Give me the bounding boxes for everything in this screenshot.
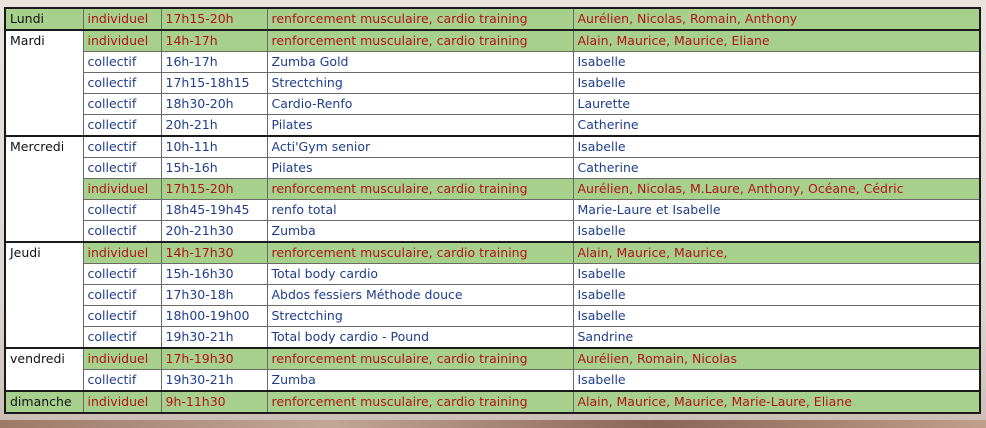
day-cell: vendredi — [5, 348, 83, 391]
type-cell: collectif — [83, 306, 161, 327]
schedule-row — [5, 52, 980, 73]
type-cell: collectif — [83, 327, 161, 349]
schedule-row — [5, 94, 980, 115]
time-cell: 18h00-19h00 — [161, 306, 267, 327]
time-cell: 14h-17h — [161, 30, 267, 52]
type-cell: individuel — [83, 242, 161, 264]
coach-cell: Laurette — [573, 94, 980, 115]
activity-cell: Total body cardio — [267, 264, 573, 285]
activity-cell: renforcement musculaire, cardio training — [267, 30, 573, 52]
time-cell: 20h-21h30 — [161, 221, 267, 243]
time-cell: 18h45-19h45 — [161, 200, 267, 221]
time-cell: 9h-11h30 — [161, 391, 267, 413]
type-cell: collectif — [83, 136, 161, 158]
type-cell: collectif — [83, 73, 161, 94]
activity-cell: renforcement musculaire, cardio training — [267, 391, 573, 413]
activity-cell: Zumba — [267, 370, 573, 392]
schedule-body — [5, 8, 980, 413]
activity-cell: renforcement musculaire, cardio training — [267, 179, 573, 200]
type-cell: collectif — [83, 221, 161, 243]
coach-cell: Isabelle — [573, 73, 980, 94]
activity-cell: Cardio-Renfo — [267, 94, 573, 115]
schedule-row — [5, 348, 980, 370]
type-cell: individuel — [83, 391, 161, 413]
type-cell: individuel — [83, 30, 161, 52]
schedule-row — [5, 136, 980, 158]
type-cell: individuel — [83, 348, 161, 370]
coach-cell: Isabelle — [573, 285, 980, 306]
schedule-row — [5, 306, 980, 327]
time-cell: 15h-16h — [161, 158, 267, 179]
day-cell: Mercredi — [5, 136, 83, 242]
schedule-row — [5, 285, 980, 306]
schedule-wrapper — [4, 7, 979, 414]
schedule-table — [4, 7, 981, 414]
day-cell: Lundi — [5, 8, 83, 30]
activity-cell: renforcement musculaire, cardio training — [267, 242, 573, 264]
activity-cell: Strectching — [267, 73, 573, 94]
activity-cell: Abdos fessiers Méthode douce — [267, 285, 573, 306]
activity-cell: Zumba Gold — [267, 52, 573, 73]
schedule-row — [5, 370, 980, 392]
activity-cell: Acti'Gym senior — [267, 136, 573, 158]
schedule-row — [5, 327, 980, 349]
type-cell: collectif — [83, 158, 161, 179]
coach-cell: Isabelle — [573, 264, 980, 285]
type-cell: collectif — [83, 264, 161, 285]
schedule-row — [5, 179, 980, 200]
schedule-row — [5, 221, 980, 243]
coach-cell: Isabelle — [573, 52, 980, 73]
background-strip — [0, 420, 986, 428]
schedule-row — [5, 8, 980, 30]
coach-cell: Sandrine — [573, 327, 980, 349]
coach-cell: Isabelle — [573, 136, 980, 158]
time-cell: 17h15-20h — [161, 8, 267, 30]
coach-cell: Alain, Maurice, Maurice, Marie-Laure, Eliane — [573, 391, 980, 413]
activity-cell: Strectching — [267, 306, 573, 327]
schedule-row — [5, 242, 980, 264]
time-cell: 17h15-18h15 — [161, 73, 267, 94]
coach-cell: Alain, Maurice, Maurice, Eliane — [573, 30, 980, 52]
time-cell: 17h-19h30 — [161, 348, 267, 370]
time-cell: 17h15-20h — [161, 179, 267, 200]
coach-cell: Isabelle — [573, 306, 980, 327]
time-cell: 16h-17h — [161, 52, 267, 73]
activity-cell: Pilates — [267, 115, 573, 137]
time-cell: 20h-21h — [161, 115, 267, 137]
time-cell: 19h30-21h — [161, 327, 267, 349]
schedule-row — [5, 391, 980, 413]
coach-cell: Aurélien, Nicolas, Romain, Anthony — [573, 8, 980, 30]
schedule-row — [5, 158, 980, 179]
activity-cell: renfo total — [267, 200, 573, 221]
time-cell: 19h30-21h — [161, 370, 267, 392]
schedule-row — [5, 200, 980, 221]
activity-cell: Zumba — [267, 221, 573, 243]
type-cell: collectif — [83, 52, 161, 73]
coach-cell: Alain, Maurice, Maurice, — [573, 242, 980, 264]
day-cell: Mardi — [5, 30, 83, 136]
coach-cell: Aurélien, Nicolas, M.Laure, Anthony, Océane, Cédric — [573, 179, 980, 200]
coach-cell: Isabelle — [573, 370, 980, 392]
time-cell: 15h-16h30 — [161, 264, 267, 285]
day-cell: dimanche — [5, 391, 83, 413]
coach-cell: Aurélien, Romain, Nicolas — [573, 348, 980, 370]
type-cell: collectif — [83, 200, 161, 221]
coach-cell: Isabelle — [573, 221, 980, 243]
activity-cell: renforcement musculaire, cardio training — [267, 348, 573, 370]
schedule-row — [5, 73, 980, 94]
schedule-row — [5, 115, 980, 137]
time-cell: 10h-11h — [161, 136, 267, 158]
activity-cell: Pilates — [267, 158, 573, 179]
type-cell: collectif — [83, 285, 161, 306]
coach-cell: Marie-Laure et Isabelle — [573, 200, 980, 221]
time-cell: 18h30-20h — [161, 94, 267, 115]
activity-cell: renforcement musculaire, cardio training — [267, 8, 573, 30]
time-cell: 14h-17h30 — [161, 242, 267, 264]
type-cell: individuel — [83, 8, 161, 30]
coach-cell: Catherine — [573, 115, 980, 137]
schedule-row — [5, 264, 980, 285]
day-cell: Jeudi — [5, 242, 83, 348]
schedule-row — [5, 30, 980, 52]
type-cell: collectif — [83, 94, 161, 115]
coach-cell: Catherine — [573, 158, 980, 179]
type-cell: individuel — [83, 179, 161, 200]
time-cell: 17h30-18h — [161, 285, 267, 306]
type-cell: collectif — [83, 370, 161, 392]
activity-cell: Total body cardio - Pound — [267, 327, 573, 349]
type-cell: collectif — [83, 115, 161, 137]
